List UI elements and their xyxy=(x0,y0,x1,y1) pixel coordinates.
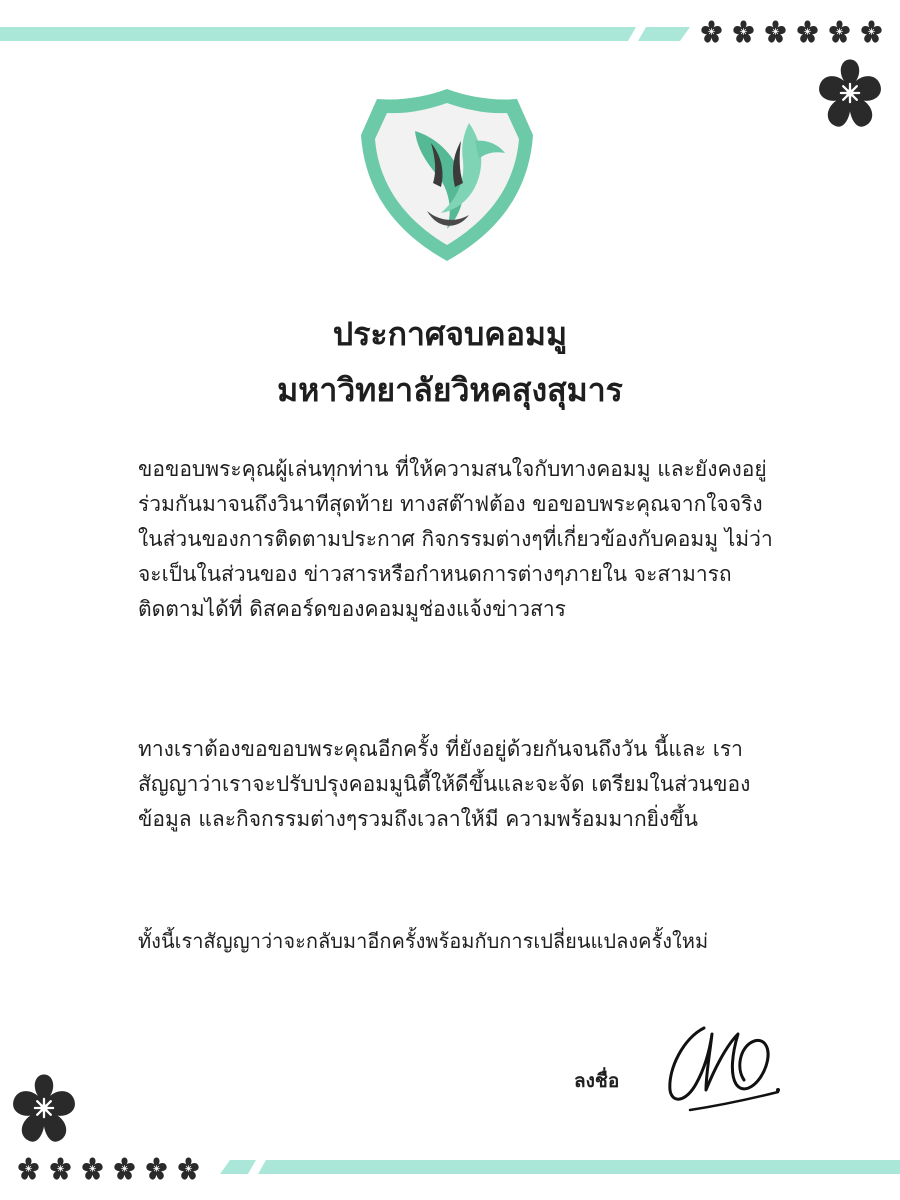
flower-icon xyxy=(859,19,884,44)
crest-logo xyxy=(357,83,537,265)
signature-mark xyxy=(660,1018,790,1120)
flower-icon xyxy=(176,1156,201,1181)
sign-label: ลงชื่อ xyxy=(574,1070,620,1092)
flower-icon xyxy=(731,19,756,44)
flower-icon xyxy=(6,1070,82,1146)
body-paragraph-1: ขอขอบพระคุณผู้เล่นทุกท่าน ที่ให้ความสนใจกับทางคอมมู และยังคงอยู่ร่วมกันมาจนถึงวินาทีสุดท้าย ทางสต๊าฟต้อง ขอขอบพระคุณจากใจจริง ในส่วนของการติดตามประกาศ กิจกรรมต่างๆที่เกี่ยวข้องกับคอมมู ไม่ว่าจะเป็นในส่วนของ ข่าวสารหรือกำหนดการต่างๆภายใน จะสามารถติดตามได้ที่ ดิสคอร์ดของคอมมูช่องแจ้งข่าวสาร xyxy=(138,457,773,621)
flower-icon xyxy=(827,19,852,44)
flower-icon xyxy=(112,1156,137,1181)
title-line-2: มหาวิทยาลัยวิหคสุงสุมาร xyxy=(277,371,623,409)
body-paragraph-2: ทางเราต้องขอขอบพระคุณอีกครั้ง ที่ยังอยู่ด้วยกันจนถึงวัน นี้และ เราสัญญาว่าเราจะปรับปรุงคอมมูนิตี้ให้ดีขึ้นและจะจัด เตรียมในส่วนของข้อมูล และกิจกรรมต่างๆรวมถึงเวลาให้มี ความพร้อมมากยิ่งขึ้น xyxy=(138,737,751,831)
top-accent-band xyxy=(0,27,690,41)
flower-icon xyxy=(795,19,820,44)
bottom-accent-band xyxy=(220,1160,900,1174)
top-flower-row xyxy=(699,19,884,44)
page-title xyxy=(0,306,900,418)
bottom-flower-row xyxy=(16,1156,201,1181)
flower-icon xyxy=(80,1156,105,1181)
flower-icon xyxy=(48,1156,73,1181)
flower-icon xyxy=(16,1156,41,1181)
title-line-1: ประกาศจบคอมมู xyxy=(332,315,568,353)
flower-icon xyxy=(812,55,888,131)
body-paragraph-3: ทั้งนี้เราสัญญาว่าจะกลับมาอีกครั้งพร้อมกับการเปลี่ยนแปลงครั้งใหม่ xyxy=(138,929,709,953)
flower-icon xyxy=(763,19,788,44)
flower-icon xyxy=(144,1156,169,1181)
flower-icon xyxy=(699,19,724,44)
